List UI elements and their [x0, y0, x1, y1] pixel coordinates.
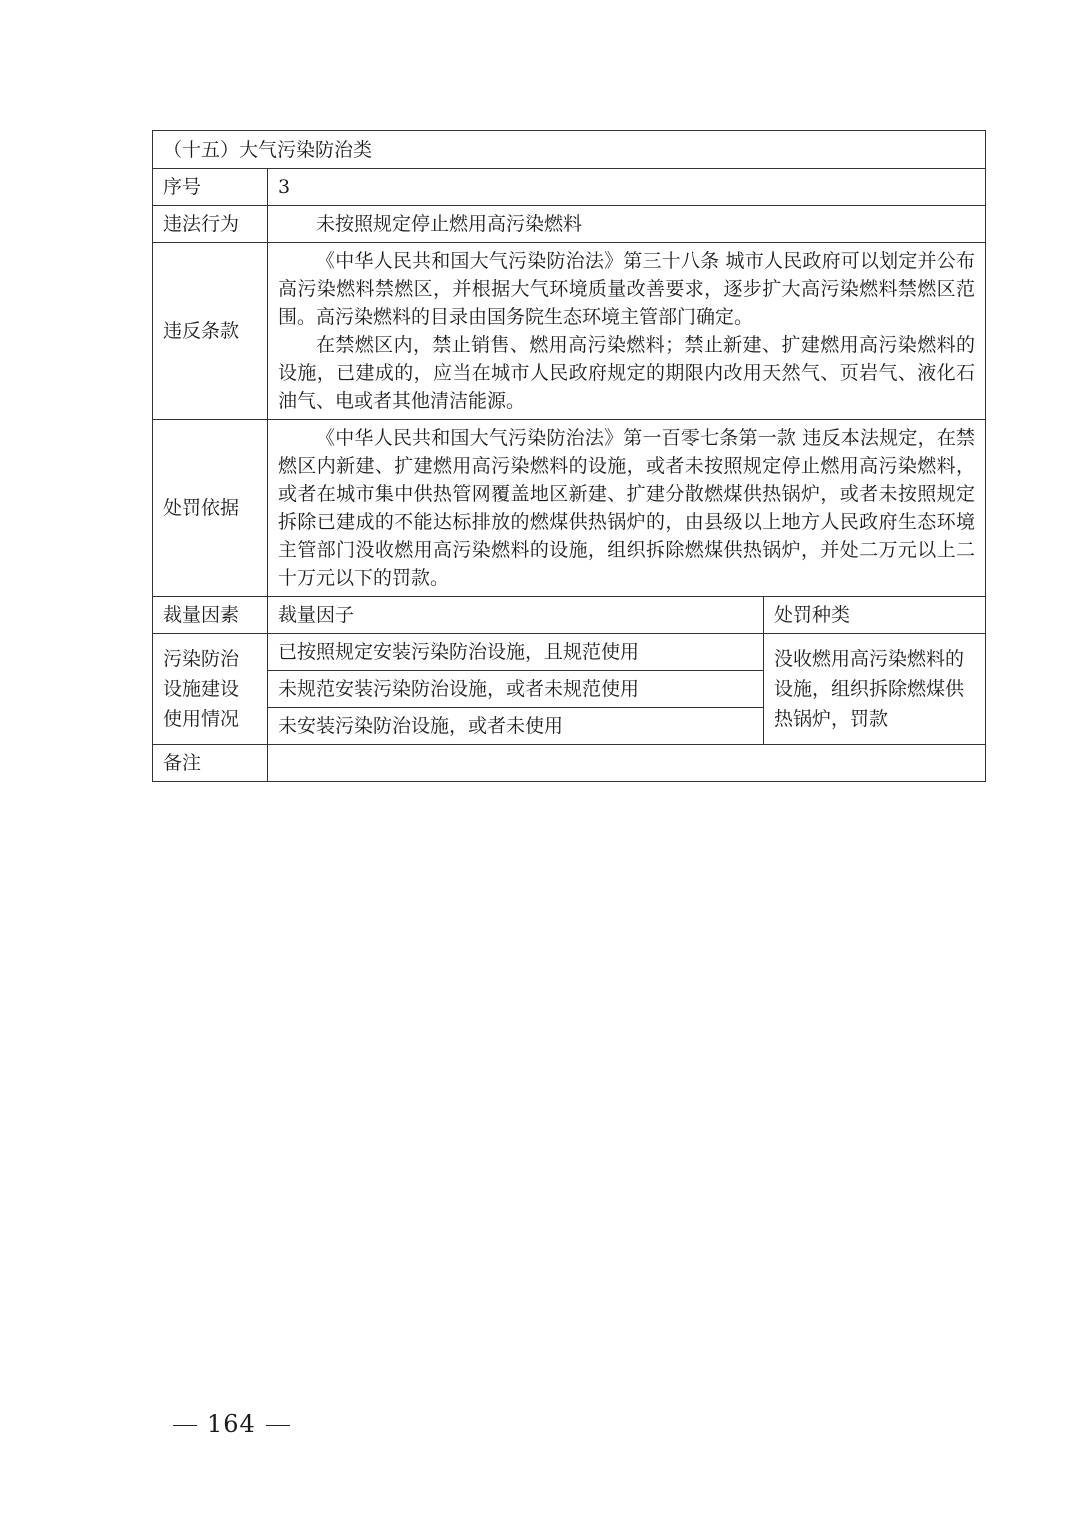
factor-row-1 — [153, 634, 986, 671]
remarks-row — [153, 745, 986, 782]
violated-clause-label: 违反条款 — [153, 243, 268, 420]
penalty-basis-text: 《中华人民共和国大气污染防治法》第一百零七条第一款 违反本法规定，在禁燃区内新建、扩建燃用高污染燃料的设施，或者未按照规定停止燃用高污染燃料，或者在城市集中供热管网覆盖地区新建、扩建分散燃煤供热锅炉，或者未按照规定拆除已建成的不能达标排放的燃煤供热锅炉的，由县级以上地方人民政府生态环境主管部门没收燃用高污染燃料的设施，组织拆除燃煤供热锅炉，并处二万元以上二十万元以下的罚款。 — [278, 427, 975, 589]
remarks-value — [268, 745, 986, 782]
remarks-label: 备注 — [153, 745, 268, 782]
dash-left — [173, 1425, 197, 1426]
violated-clause-paragraph-1: 《中华人民共和国大气污染防治法》第三十八条 城市人民政府可以划定并公布高污染燃料禁燃区，并根据大气环境质量改善要求，逐步扩大高污染燃料禁燃区范围。高污染燃料的目录由国务院生态环境主管部门确定。 — [278, 250, 975, 328]
penalty-basis-cell — [268, 420, 986, 597]
violation-value-cell — [268, 206, 986, 243]
violation-value: 未按照规定停止燃用高污染燃料 — [316, 213, 583, 235]
penalty-basis-row — [153, 420, 986, 597]
violation-label: 违法行为 — [153, 206, 268, 243]
factor-1: 已按照规定安装污染防治设施，且规范使用 — [268, 634, 764, 671]
enforcement-table — [152, 130, 986, 782]
serial-label: 序号 — [153, 169, 268, 206]
violation-row — [153, 206, 986, 243]
factor-3: 未安装污染防治设施，或者未使用 — [268, 708, 764, 745]
discretion-label: 裁量因素 — [153, 597, 268, 634]
pollution-facility-penalty-type: 没收燃用高污染燃料的设施，组织拆除燃煤供热锅炉，罚款 — [764, 634, 986, 745]
discretion-header-row — [153, 597, 986, 634]
factor-header: 裁量因子 — [268, 597, 764, 634]
page-number-value: 164 — [207, 1410, 256, 1438]
section-title: （十五）大气污染防治类 — [153, 131, 986, 169]
dash-right — [266, 1425, 290, 1426]
section-row — [153, 131, 986, 169]
page-number — [163, 1410, 300, 1438]
penalty-basis-label: 处罚依据 — [153, 420, 268, 597]
violated-clause-row — [153, 243, 986, 420]
penalty-type-header: 处罚种类 — [764, 597, 986, 634]
serial-row — [153, 169, 986, 206]
violated-clause-cell — [268, 243, 986, 420]
pollution-facility-label: 污染防治设施建设使用情况 — [153, 634, 268, 745]
serial-value: 3 — [268, 169, 986, 206]
violated-clause-paragraph-2: 在禁燃区内，禁止销售、燃用高污染燃料；禁止新建、扩建燃用高污染燃料的设施，已建成的，应当在城市人民政府规定的期限内改用天然气、页岩气、液化石油气、电或者其他清洁能源。 — [278, 334, 975, 412]
factor-2: 未规范安装污染防治设施，或者未规范使用 — [268, 671, 764, 708]
